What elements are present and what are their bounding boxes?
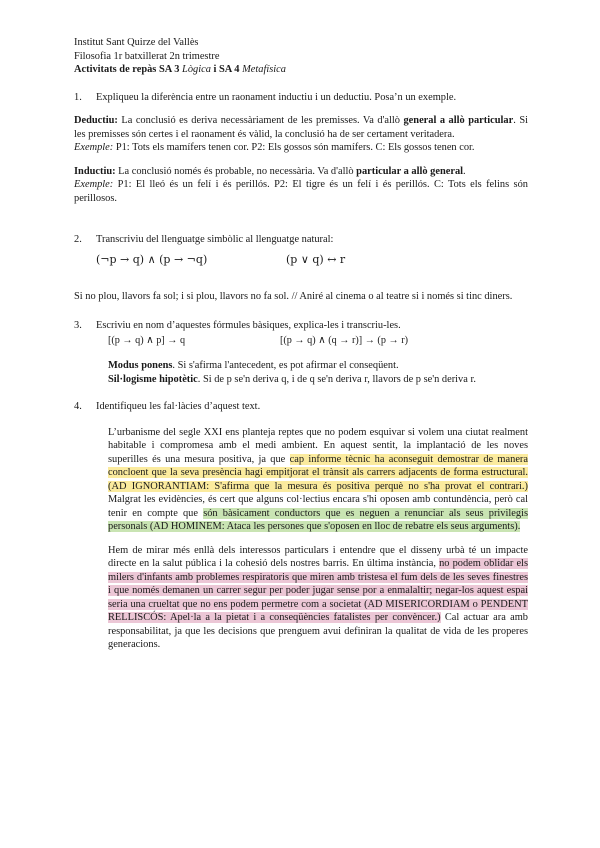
question-3-formulas [74,332,528,348]
deductiu-example-label: Exemple: [74,142,114,153]
question-2 [74,233,528,247]
question-4-text: Identifiqueu les fal·làcies d’aquest text. [96,401,261,412]
title-mid: i SA 4 [210,64,243,75]
inductiu-definition: Inductiu: La conclusió només és probable, no necessària. Va d'allò particular a allò general. [74,165,466,177]
sillogisme-label: Sil·logisme hipotètic [108,373,198,385]
title-italic-metafisica: Metafísica [242,64,286,75]
question-3 [74,319,528,333]
deductiu-bold: general a allò particular [403,115,514,126]
formula-2b: (p ∨ q) ↔ r [286,252,346,266]
school-name: Institut Sant Quirze del Vallès [74,37,199,48]
question-1-text: Expliqueu la diferència entre un raonament inductiu i un deductiu. Posa’n un exemple. [96,91,457,103]
fallacy-paragraph-2: Hem de mirar més enllà dels interessos particulars i entendre que el disseny urbà té un impacte directe en la salut pública i la cohesió dels nostres barris. En última instància, no podem oblidar els milers d'infants amb problemes respiratoris que miren amb tristesa el fum dels de les seves finestres i que només demanen un carrer segur per poder jugar sense por a enmalaltir; negar-los aquest espai seria una crueltat que no ens podem permetre com a societat (AD MISERICORDIAM o PENDENT RELLISCÓS: Apel·la a la pietat i a conseqüències fatalistes per convèncer.) Cal actuar ara amb responsabilitat, ja que les decisions que prenguem avui definiran la qualitat de vida de les properes generacions. [108,544,528,650]
deductiu-definition: Deductiu: La conclusió es deriva necessàriament de les premisses. Va d'allò general a allò particular. Si les premisses són certes i el raonament és vàlid, la conclusió ha de ser certament veritadera. [74,115,528,140]
formula-3b: [(p → q) ∧ (q → r)] → (p → r) [280,335,408,346]
question-1-number: 1. [74,91,82,103]
course-name: Filosofia 1r batxillerat 2n trimestre [74,50,220,62]
highlight-ad-ignorantiam: cap informe tècnic ha aconseguit demostrar de manera concloent que la seva presència hagi empitjorat el trànsit als carrers adjacents de forma estructural. (AD IGNORANTIAM: S'afirma que la mesura és positiva perquè no s'ha provat el contrari.) [108,453,529,492]
inductiu-example-label: Exemple: [74,179,114,190]
fallacy-paragraph-1: L’urbanisme del segle XXI ens planteja reptes que no podem esquivar si volem una ciutat realment habitable i compromesa amb el medi ambient. En aquest sentit, la implantació de les noves superilles és una mesura positiva, ja que cap informe tècnic ha aconseguit demostrar de manera concloent que la seva presència hagi empitjorat el trànsit als carrers adjacents de forma estructural. (AD IGNORANTIAM: S'afirma que la mesura és positiva perquè no s'ha provat el contrari.) Malgrat les evidències, és cert que alguns col·lectius encara s'hi oposen amb contundència, però cal tenir en compte que són bàsicament conductors que es neguen a renunciar als seus privilegis personals (AD HOMINEM: Ataca les persones que s'oposen en lloc de rebatre els seus arguments). [108,426,529,532]
deductiu-example: Exemple: P1: Tots els mamífers tenen cor. P2: Els gossos són mamífers. C: Els gossos tenen cor. [74,142,475,153]
question-2-formulas [74,247,528,271]
sillogisme-hipotetic: Sil·logisme hipotètic. Si de p se'n deriva q, i de q se'n deriva r, llavors de p se'n deriva r. [108,373,476,385]
question-2-text: Transcriviu del llenguatge simbòlic al llenguatge natural: [96,234,334,245]
modus-ponens: Modus ponens. Si s'afirma l'antecedent, es pot afirmar el conseqüent. [108,360,399,371]
question-4 [74,400,528,414]
highlight-ad-hominem: són bàsicament conductors que es neguen a renunciar als seus privilegis personals (AD HOMINEM: Ataca les persones que s'oposen en lloc de rebatre els seus arguments). [108,507,528,532]
question-2-number: 2. [74,234,82,245]
title-italic-logica: Lògica [182,64,211,75]
inductiu-label: Inductiu: [74,165,116,177]
formula-2a: (¬p → q) ∧ (p → ¬q) [96,252,208,266]
document-title [74,63,528,77]
inductiu-example: Exemple: P1: El lleó és un felí i és perillós. P2: El tigre és un felí i és perillós. C: Tots els felins són perillosos. [74,179,528,204]
question-3-number: 3. [74,319,82,331]
formula-3a: [(p → q) ∧ p] → q [108,335,186,346]
title-bold: Activitats de repàs SA 3 [74,64,183,75]
document-page [74,36,528,652]
question-2-answer: Si no plou, llavors fa sol; i si plou, llavors no fa sol. // Aniré al cinema o al teatre si i només si tinc diners. [74,290,513,302]
question-3-text: Escriviu en nom d’aquestes fórmules bàsiques, explica-les i transcriu-les. [96,319,401,331]
modus-ponens-label: Modus ponens [108,360,173,371]
deductiu-label: Deductiu: [74,115,118,126]
highlight-ad-misericordiam: no podem oblidar els milers d'infants amb problemes respiratoris que miren amb tristesa el fum dels de les seves finestres i que només demanen un carrer segur per poder jugar sense por a enmalaltir; negar-los aquest espai seria una crueltat que no ens podem permetre com a societat (AD MISERICORDIAM o PENDENT RELLISCÓS: Apel·la a la pietat i a conseqüències fatalistes per convèncer.) [108,558,528,623]
question-1 [74,91,528,105]
question-4-number: 4. [74,401,82,412]
inductiu-bold: particular a allò general [356,165,464,177]
